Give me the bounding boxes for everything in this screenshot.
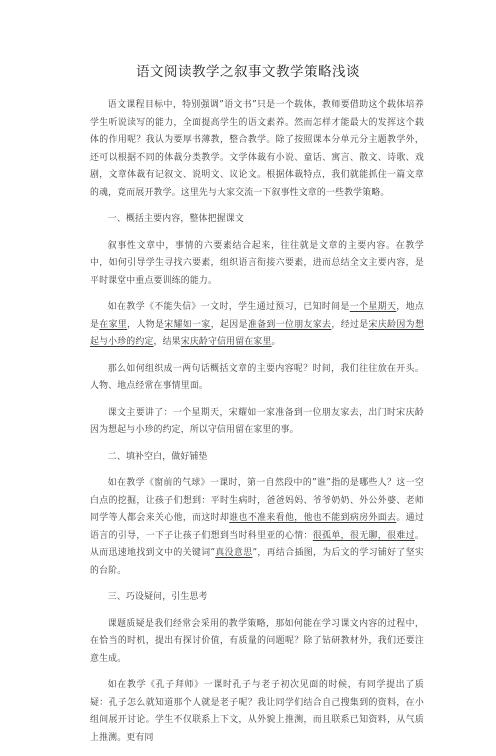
section-heading-2: 二、填补空白，做好铺垫 xyxy=(107,451,208,462)
paragraph-example-qiqiu xyxy=(90,475,424,580)
text-run: ，经过是 xyxy=(331,319,369,330)
text-run: 如在教学《不能失信》一文时，学生通过预习，已知时间是 xyxy=(107,302,350,312)
underlined-result: 宋庆龄守信用留在家里 xyxy=(180,337,272,347)
page-title: 语文阅读教学之叙事文教学策略浅谈 xyxy=(136,64,360,80)
text-run: 。从而迅速地找到文中的关键词” xyxy=(90,530,424,558)
underlined-time: 一个星期天 xyxy=(349,302,397,312)
underlined-process: 宋庆龄因为想起与小珍的约定 xyxy=(90,319,425,347)
text-run: ，地点是 xyxy=(90,302,425,330)
paragraph-how-to-summarize: 那么如何组织成一两句话概括文章的主要内容呢？时间，我们往往放在开头。人物、地点经常在事情里面。 xyxy=(90,363,424,391)
underlined-place: 在家里 xyxy=(99,319,128,330)
text-run: 。通过语言的引导，一下子让孩子们想到当时科里亚的心情： xyxy=(90,513,424,541)
section-heading-1: 一、概括主要内容，整体把握课文 xyxy=(107,214,244,224)
text-run: ”，再结合插图，为后文的学习铺好了坚实的台阶。 xyxy=(90,548,424,576)
underlined-phrase: 很孤单，很无聊，很难过 xyxy=(312,530,415,541)
underlined-phrase: 谁也不准来看他，他也不能到病房外面去 xyxy=(229,513,397,523)
section-heading-3: 三、巧设疑问，引生思考 xyxy=(107,592,208,602)
text-run: 如在教学《窗前的气球》一课时，第一自然段中的”谁”指的是哪些人？这一空白点的挖掘，让孩子们想到：平时生病时，爸爸妈妈、爷爷奶奶、外公外婆、老师同学等人都会来关心他，而这时却 xyxy=(90,478,424,523)
paragraph-intro: 语文课程目标中，特别强调”语文书”只是一个载体，教师要借助这个载体培养学生听说读写的能力，全面提高学生的语文素养。然而怎样才能最大的发挥这个载体的作用呢？我认为要厚书薄教，整合教学。除了按照课本分单元分主题教学外，还可以根据不同的体裁分类教学。文学体裁有小说、童话、寓言、散文、诗歌、戏剧，文章体裁有记叙文、说明文、议论文。根据体裁特点，我们就能抓住一篇文章的魂，竟而展开教学。这里先与大家交流一下叙事性文章的一些教学策略。 xyxy=(90,100,424,198)
article-body xyxy=(90,97,424,756)
text-run: ，起因是 xyxy=(210,319,248,330)
paragraph-questioning: 课题质疑是我们经常会采用的教学策略，那如何能在学习课文内容的过程中，在恰当的时机，提出有探讨价值，有质量的问题呢？除了钻研教材外，我们还要注意生成。 xyxy=(90,618,424,664)
text-run: ，结果 xyxy=(153,337,181,347)
text-run: ，人物是 xyxy=(127,319,165,330)
paragraph-summary: 课文主要讲了：一个星期天，宋耀如一家准备到一位朋友家去，出门时宋庆龄因为想起与小珍的约定，所以守信用留在家里的事。 xyxy=(90,407,424,435)
paragraph-example-buneng-shixin xyxy=(90,299,424,352)
text-run: 。 xyxy=(271,337,281,347)
underlined-cause: 准备到一位朋友家去 xyxy=(247,319,332,330)
paragraph-six-elements: 叙事性文章中，事情的六要素结合起来，往往就是文章的主要内容。在教学中，如何引导学生寻找六要素，组织语言衔接六要素，进而总结全文主要内容，是平时课堂中重点要训练的能力。 xyxy=(90,240,424,286)
underlined-keyword: 真没意思 xyxy=(215,548,253,558)
underlined-people: 宋耀如一家 xyxy=(164,319,211,330)
paragraph-example-kongzi: 如在教学《孔子拜师》一课时孔子与老子初次见面的时候，有同学提出了质疑：孔子怎么就知道那个人就是老子呢？我让同学们结合自己搜集到的资料，在小组间展开讨论。学生不仅联系上下文，从外貌上推测，而且联系已知资料，从气质上推测。更有同 xyxy=(90,680,424,743)
